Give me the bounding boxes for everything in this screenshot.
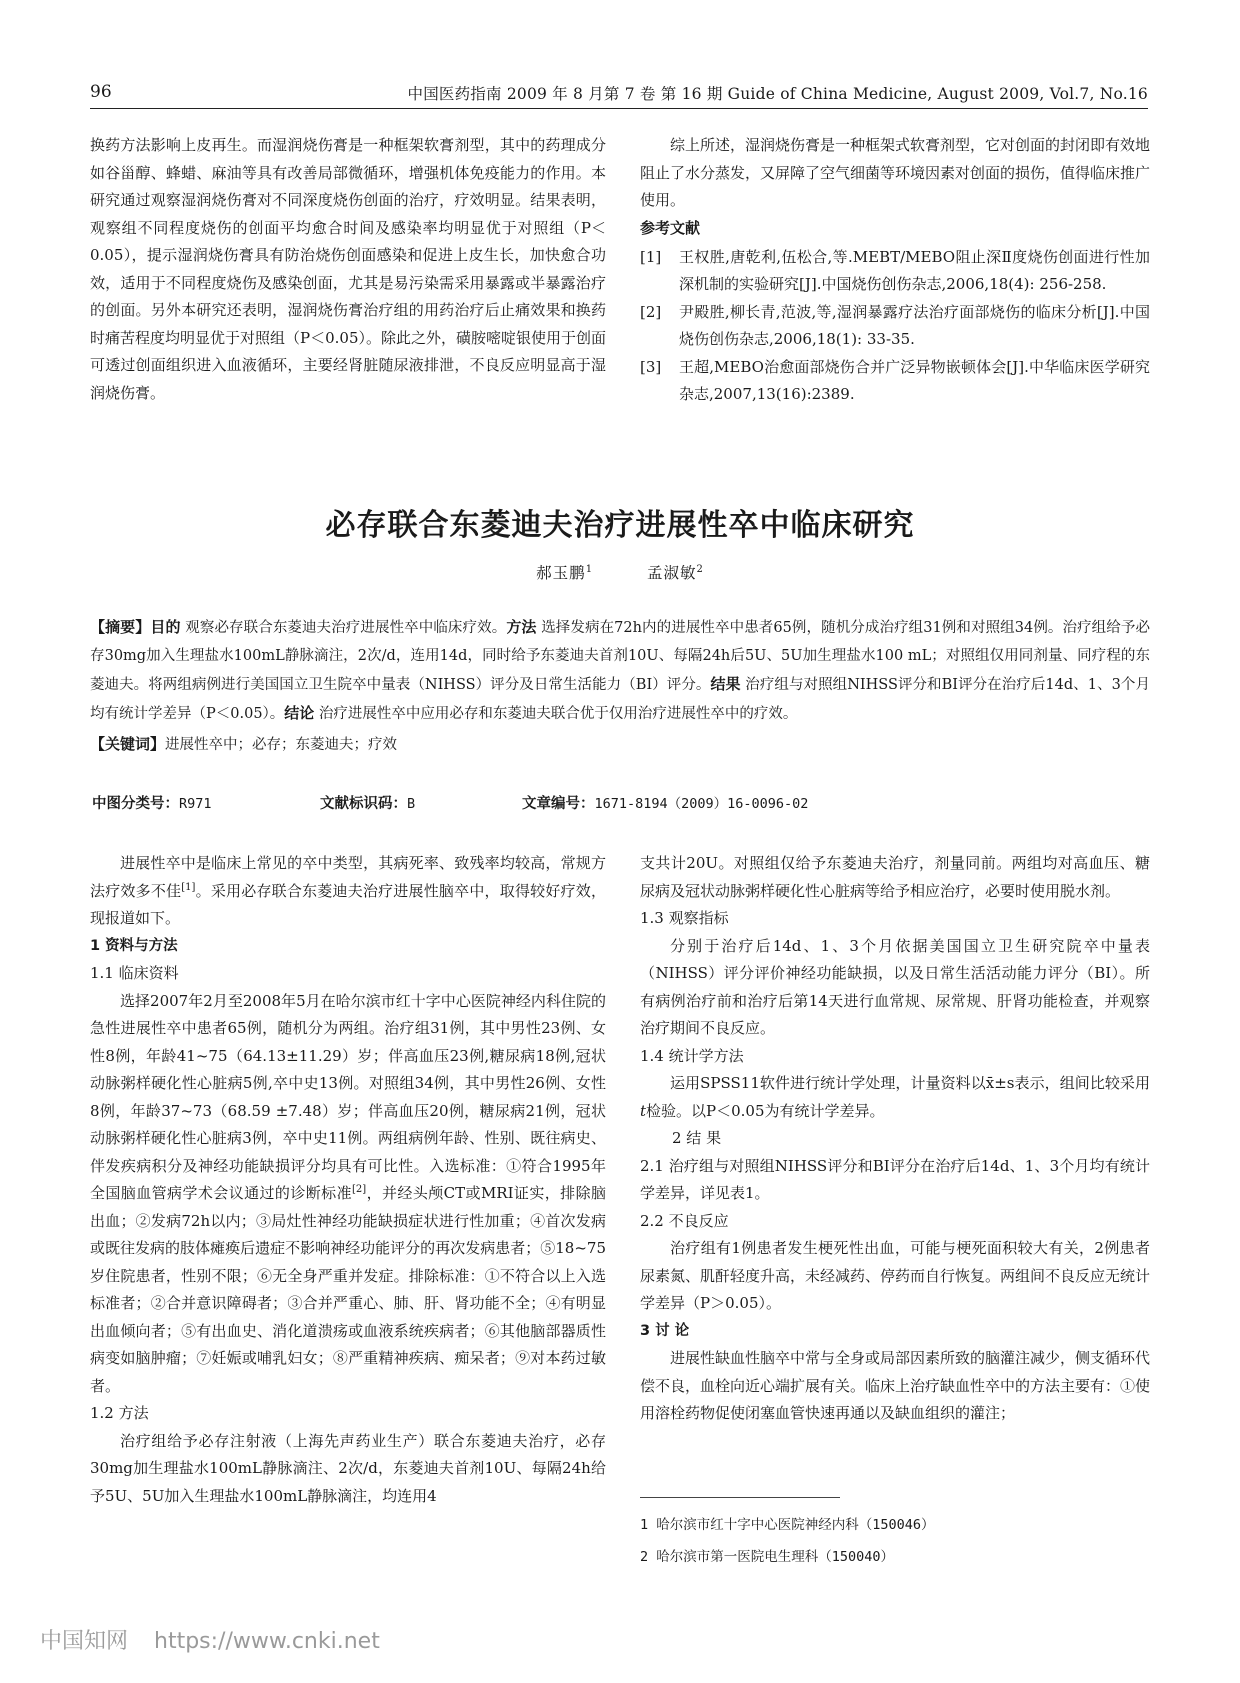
reference-text: 王超,MEBO治愈面部烧伤合并广泛异物嵌顿体会[J].中华临床医学研究杂志,2007,13(16):2389.: [679, 358, 1150, 403]
clc-value: R971: [179, 796, 212, 812]
article-number-label: 文章编号：: [522, 796, 595, 812]
reference-text: 尹殿胜,柳长青,范波,等,湿润暴露疗法治疗面部烧伤的临床分析[J].中国烧伤创伤杂志,2006,18(1): 33-35.: [679, 303, 1150, 348]
author-name: 孟淑敏: [646, 564, 697, 582]
document-code-label: 文献标识码：: [320, 796, 407, 812]
conclusion-label: 结论: [284, 704, 315, 722]
subsection-heading: 1.4 统计学方法: [640, 1046, 744, 1065]
abstract: [90, 613, 1150, 759]
section-heading: 2 结 果: [672, 1129, 722, 1147]
abstract-body: [90, 613, 1150, 728]
method-paragraph: 治疗组给予必存注射液（上海先声药业生产）联合东菱迪夫治疗，必存30mg加生理盐水100mL静脉滴注、2次/d，东菱迪夫首剂10U、每隔24h给予5U、5U加入生理盐水100mL静脉滴注，均连用4: [90, 1431, 606, 1505]
subsection-heading: 1.1 临床资料: [90, 964, 179, 982]
reference-item: [640, 299, 1150, 352]
body-left-column: [90, 850, 606, 1510]
reference-text: 王权胜,唐乾利,伍松合,等.MEBT/MEBO阻止深Ⅱ度烧伤创面进行性加深机制的实验研究[J].中国烧伤创伤杂志,2006,18(4): 256-258.: [679, 248, 1150, 293]
author-name: 郝玉鹏: [536, 564, 586, 582]
statistics-paragraph: 运用SPSS11软件进行统计学处理，计量资料以x̄±s表示，组间比较采用t检验。以P＜0.05为有统计学差异。: [640, 1074, 1150, 1120]
keywords-text: 进展性卒中；必存；东菱迪夫；疗效: [165, 737, 398, 753]
subsection-heading: 2.2 不良反应: [640, 1211, 729, 1230]
citation: [2]: [352, 1184, 367, 1195]
page-number: 96: [90, 82, 112, 102]
cnki-watermark: [40, 1624, 380, 1655]
journal-header: 中国医药指南 2009 年 8 月第 7 卷 第 16 期 Guide of China Medicine, August 2009, Vol.7, No.16: [407, 85, 1148, 103]
keywords-line: [90, 730, 1150, 759]
clc-number: [92, 792, 212, 813]
citation: [1]: [181, 881, 196, 893]
intro-paragraph: 进展性卒中是临床上常见的卒中类型，其病死率、致残率均较高，常规方法疗效多不佳[1]。采用必存联合东菱迪夫治疗进展性脑卒中，取得较好疗效，现报道如下。: [90, 854, 606, 927]
previous-article-paragraph: 换药方法影响上皮再生。而湿润烧伤膏是一种框架软膏剂型，其中的药理成分如谷甾醇、蜂蜡、麻油等具有改善局部微循环，增强机体免疫能力的作用。本研究通过观察湿润烧伤膏对不同深度烧伤创面的治疗，疗效明显。结果表明，观察组不同程度烧伤的创面平均愈合时间及感染率均明显优于对照组（P＜0.05），提示湿润烧伤膏具有防治烧伤创面感染和促进上皮生长，加快愈合功效，适用于不同程度烧伤及感染创面，尤其是易污染需采用暴露或半暴露治疗的创面。另外本研究还表明，湿润烧伤膏治疗组的用药治疗后止痛效果和换药时痛苦程度均明显优于对照组（P＜0.05）。除此之外，磺胺嘧啶银使用于创面可透过创面组织进入血液循环，主要经肾脏随尿液排泄，不良反应明显高于湿润烧伤膏。: [90, 136, 606, 402]
reference-item: [640, 354, 1150, 407]
reference-number: [2]: [640, 303, 662, 321]
section-heading: 1 资料与方法: [90, 937, 178, 954]
previous-article-left-column: [90, 132, 606, 407]
results-paragraph: 2.1 治疗组与对照组NIHSS评分和BI评分在治疗后14d、1、3个月均有统计学差异，详见表1。: [640, 1156, 1150, 1202]
body-right-column: [640, 850, 1150, 1428]
section-heading: 3 讨 论: [640, 1322, 690, 1339]
keywords-label: 【关键词】: [90, 735, 166, 753]
references-heading: 参考文献: [640, 218, 701, 237]
result-label: 结果: [710, 675, 741, 693]
result-text: 治疗组与对照组NIHSS评分和BI评分在治疗后14d、1、3个月均有统计学差异（P＜0.05）。: [90, 677, 1150, 722]
header-rule: [90, 108, 1148, 109]
footnote: 2 哈尔滨市第一医院电生理科（150040）: [640, 1549, 895, 1565]
document-code: [320, 792, 415, 813]
purpose-text: 观察必存联合东菱迪夫治疗进展性卒中临床疗效。: [185, 620, 507, 636]
reference-number: [3]: [640, 358, 662, 376]
article-number-value: 1671-8194（2009）16-0096-02: [594, 796, 809, 812]
reference-number: [1]: [640, 248, 662, 266]
purpose-label: 目的: [150, 618, 181, 636]
observation-paragraph: 分别于治疗后14d、1、3个月依据美国国立卫生研究院卒中量表（NIHSS）评分评价神经功能缺损，以及日常生活活动能力评分（BI）。所有病例治疗前和治疗后第14天进行血常规、尿常规、肝肾功能检查，并观察治疗期间不良反应。: [640, 936, 1150, 1037]
previous-article-right-column: [640, 132, 1150, 407]
footnote-rule: [640, 1497, 840, 1498]
adverse-reaction-paragraph: 治疗组有1例患者发生梗死性出血，可能与梗死面积较大有关，2例患者尿素氮、肌酐轻度升高，未经减药、停药而自行恢复。两组间不良反应无统计学差异（P＞0.05）。: [640, 1239, 1151, 1312]
watermark-logo-text: 中国知网: [40, 1629, 129, 1654]
abstract-label: 【摘要】: [90, 618, 151, 636]
subsection-heading: 1.2 方法: [90, 1404, 149, 1422]
clinical-data-paragraph: 选择2007年2月至2008年5月在哈尔滨市红十字中心医院神经内科住院的急性进展性卒中患者65例，随机分为两组。治疗组31例，其中男性23例、女性8例，年龄41~75（64.13±11.29）岁；伴高血压23例,糖尿病18例,冠状动脉粥样硬化性心脏病5例,卒中史13例。对照组34例，其中男性26例、女性8例，年龄37~73（68.59 ±7.48）岁；伴高血压20例，糖尿病21例，冠状动脉粥样硬化性心脏病3例，卒中史11例。两组病例年龄、性别、既往病史、伴发疾病积分及神经功能缺损评分均具有可比性。入选标准：①符合1995年全国脑血管病学术会议通过的诊断标准[2]，并经头颅CT或MRI证实，排除脑出血；②发病72h以内；③局灶性神经功能缺损症状进行性加重；④首次发病或既往发病的肢体瘫痪后遗症不影响神经功能评分的再次发病患者；⑤18~75岁住院患者，性别不限；⑥无全身严重并发症。排除标准：①不符合以上入选标准者；②合并意识障碍者；③合并严重心、肺、肝、肾功能不全；④有明显出血倾向者；⑤有出血史、消化道溃疡或血液系统疾病者；⑥其他脑部器质性病变如脑肿瘤；⑦妊娠或哺乳妇女；⑧严重精神疾病、痴呆者；⑨对本药过敏者。: [90, 991, 606, 1395]
article-number: [522, 792, 808, 813]
subsection-heading: 1.3 观察指标: [640, 909, 729, 927]
author-affiliation-mark: 2: [696, 563, 704, 575]
method-text: 选择发病在72h内的进展性卒中患者65例，随机分成治疗组31例和对照组34例。治疗组给予必存30mg加入生理盐水100mL静脉滴注，2次/d，连用14d，同时给予东菱迪夫首剂10U、每隔24h后5U、5U加生理盐水100 mL；对照组仅用同剂量、同疗程的东菱迪夫。将两组病例进行美国国立卫生院卒中量表（NIHSS）评分及日常生活能力（BI）评分。: [90, 620, 1151, 693]
author-affiliation-mark: 1: [585, 563, 594, 575]
reference-item: [640, 244, 1150, 297]
clc-label: 中图分类号：: [92, 796, 179, 812]
conclusion-paragraph: 综上所述，湿润烧伤膏是一种框架式软膏剂型，它对创面的封闭即有效地阻止了水分蒸发，又屏障了空气细菌等环境因素对创面的损伤，值得临床推广使用。: [640, 136, 1151, 209]
article-title: 必存联合东菱迪夫治疗进展性卒中临床研究: [325, 508, 915, 543]
method-label: 方法: [506, 618, 537, 636]
document-code-value: B: [407, 796, 416, 812]
footnote: 1 哈尔滨市红十字中心医院神经内科（150046）: [640, 1517, 935, 1533]
discussion-paragraph: 进展性缺血性脑卒中常与全身或局部因素所致的脑灌注减少，侧支循环代偿不良，血栓向近心端扩展有关。临床上治疗缺血性卒中的方法主要有：①使用溶栓药物促使闭塞血管快速再通以及缺血组织的灌注；: [640, 1349, 1151, 1422]
method-paragraph-continued: 支共计20U。对照组仅给予东菱迪夫治疗，剂量同前。两组均对高血压、糖尿病及冠状动脉粥样硬化性心脏病等给予相应治疗，必要时使用脱水剂。: [640, 854, 1150, 900]
conclusion-text: 治疗进展性卒中应用必存和东菱迪夫联合优于仅用治疗进展性卒中的疗效。: [318, 706, 798, 722]
authors: [0, 561, 1240, 583]
watermark-url: https://www.cnki.net: [154, 1629, 380, 1654]
